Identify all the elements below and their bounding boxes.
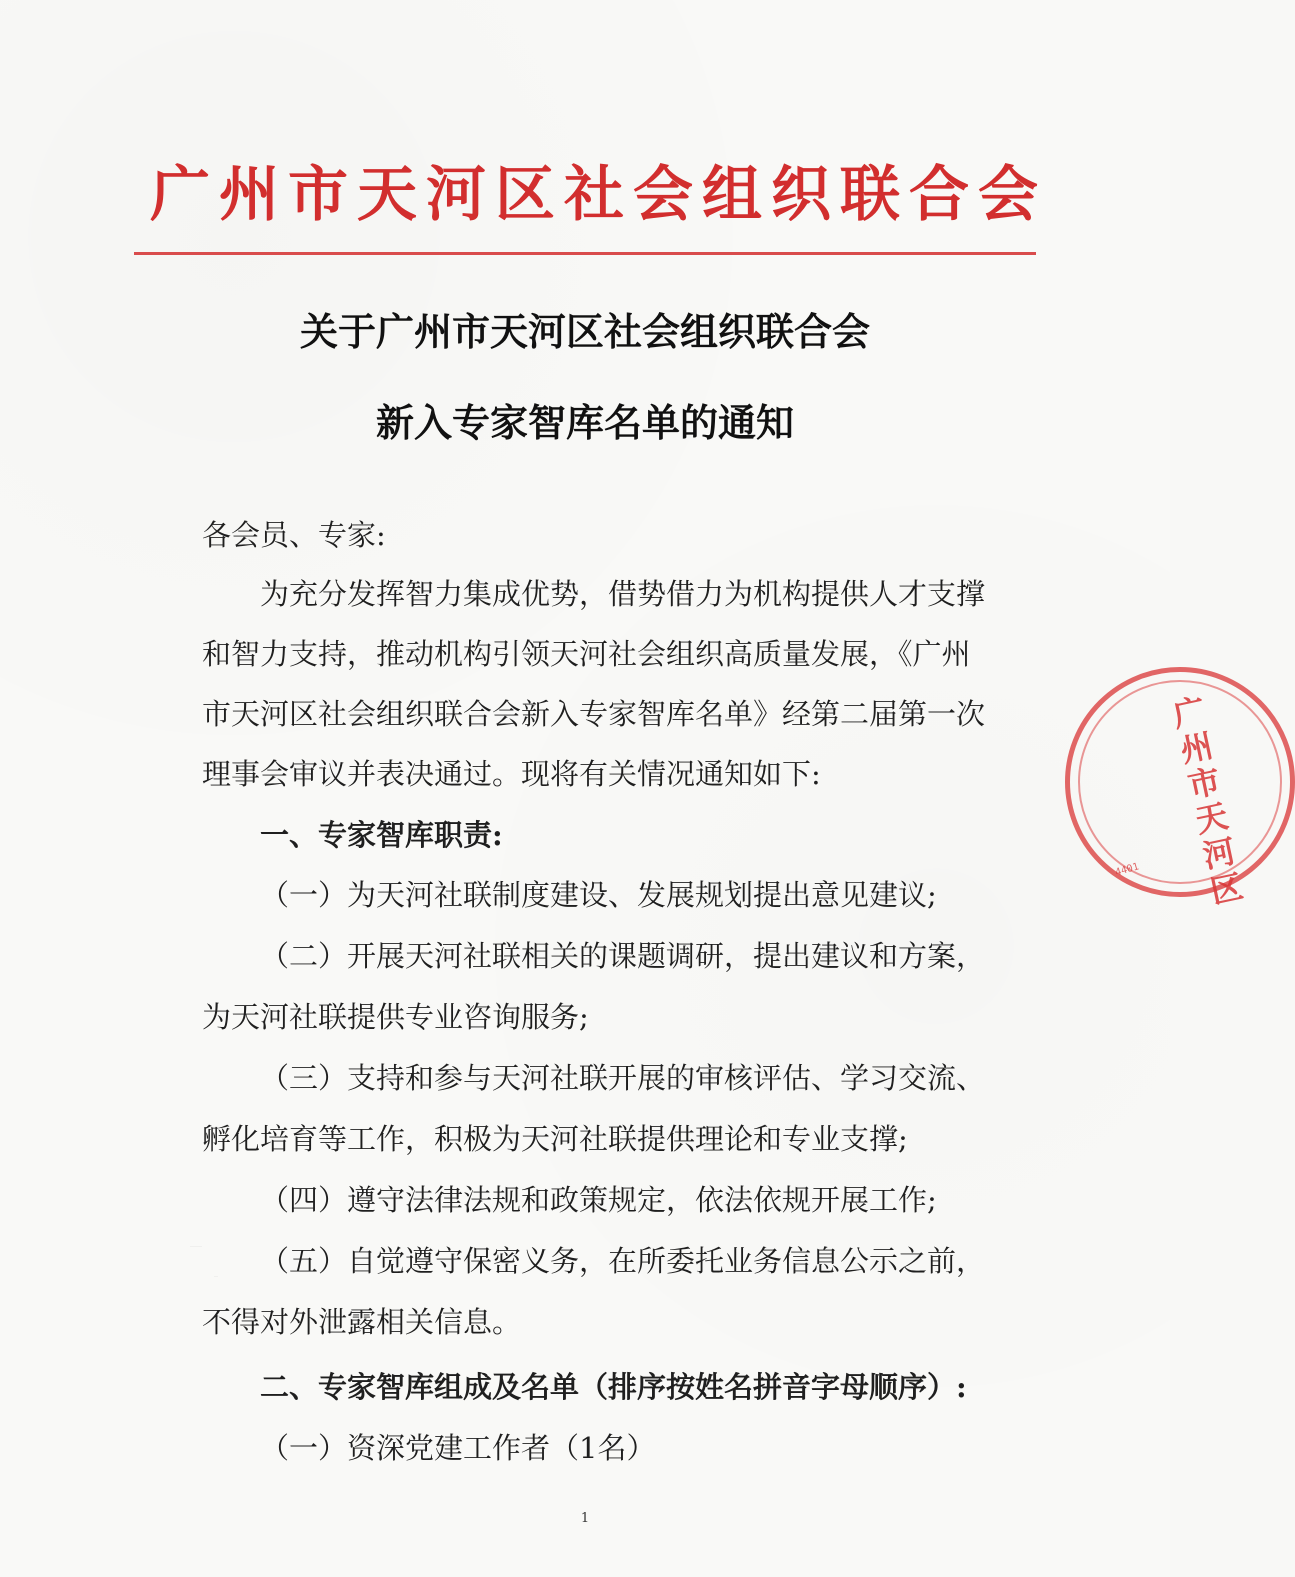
section-heading-members: 二、专家智库组成及名单（排序按姓名拼音字母顺序）:	[260, 1370, 967, 1404]
duty-item-2-line-1: （二）开展天河社联相关的课题调研，提出建议和方案，	[260, 939, 986, 973]
duty-item-1: （一）为天河社联制度建设、发展规划提出意见建议;	[260, 878, 937, 912]
member-category-1: （一）资深党建工作者（1名）	[260, 1431, 656, 1465]
body-line-2: 和智力支持，推动机构引领天河社会组织高质量发展，《广州	[202, 637, 971, 671]
duty-item-2-line-2: 为天河社联提供专业咨询服务;	[202, 1000, 589, 1034]
section-heading-duties: 一、专家智库职责:	[260, 818, 503, 852]
seal-text: 广州市天河区	[1165, 692, 1248, 912]
duty-item-3-line-1: （三）支持和参与天河社联开展的审核评估、学习交流、	[260, 1061, 986, 1095]
notice-title-line-2: 新入专家智库名单的通知	[375, 400, 794, 445]
letterhead-red-rule	[134, 252, 1036, 255]
scan-mark	[214, 1276, 218, 1277]
duty-item-5-line-1: （五）自觉遵守保密义务，在所委托业务信息公示之前，	[260, 1244, 986, 1278]
organization-letterhead: 广州市天河区社会组织联合会	[150, 160, 1047, 230]
seal-number: 4401	[1114, 861, 1141, 879]
notice-title-line-1: 关于广州市天河区社会组织联合会	[299, 309, 870, 354]
body-line-3: 市天河区社会组织联合会新入专家智库名单》经第二届第一次	[202, 697, 986, 731]
duty-item-4: （四）遵守法律法规和政策规定，依法依规开展工作;	[260, 1183, 937, 1217]
body-line-4: 理事会审议并表决通过。现将有关情况通知如下:	[202, 757, 821, 791]
duty-item-3-line-2: 孵化培育等工作，积极为天河社联提供理论和专业支撑;	[202, 1122, 908, 1156]
page-number: 1	[580, 1511, 590, 1526]
duty-item-5-line-2: 不得对外泄露相关信息。	[202, 1305, 522, 1339]
body-line-1: 为充分发挥智力集成优势，借势借力为机构提供人才支撑	[260, 577, 986, 611]
salutation: 各会员、专家:	[202, 518, 386, 552]
scan-mark	[190, 1246, 202, 1247]
